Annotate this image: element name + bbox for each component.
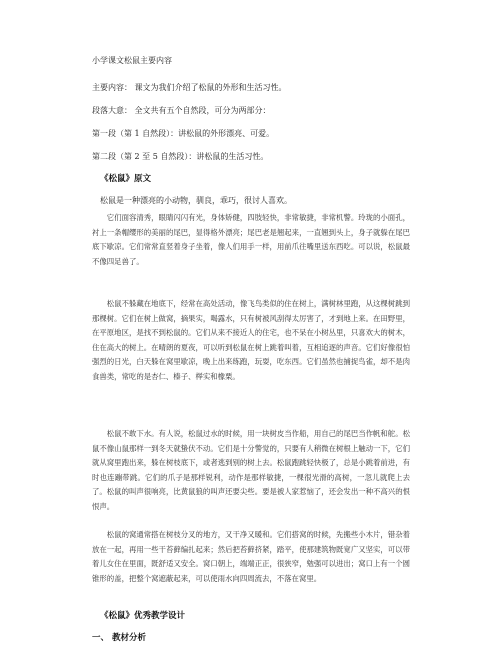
paragraph-1: 它们面容清秀，眼睛闪闪有光，身体矫健，四肢轻快，非常敏捷，非常机警。玲珑的小面孔，衬上一条帽缨形的美丽的尾巴，显得格外漂亮；尾巴老是翘起来，一直翘到头上，身子就躲在尾巴底下歇凉。它们常常直竖着身子坐着，像人们用手一样，用前爪往嘴里送东西吃。可以说，松鼠最不像四足兽了。 [92,213,410,266]
document-title: 小学课文松鼠主要内容 [92,56,172,65]
main-content-line: 主要内容： 课文为我们介绍了松鼠的外形和生活习性。 [92,83,287,92]
paragraph-2: 松鼠不躲藏在地底下，经常在高处活动，像飞鸟类似的住在树上，满树林里跑，从这棵树跳到那棵树。它们在树上做窝，摘果实，喝露水，只有树被风刮得太厉害了，才到地上来。在田野里，在平原地区，是找不到松鼠的。它们从来不接近人的住宅，也不呆在小树丛里，只喜欢大的树木，住在高大的树上。在晴朗的夏夜，可以听到松鼠在树上跳着叫着，互相追逐的声音。它们好像很怕强烈的日光，白天躲在窝里歇凉，晚上出来练跑，玩耍，吃东西。它们虽然也捕捉鸟雀，却不是肉食兽类，常吃的是杏仁、榛子、榉实和橡栗。 [92,299,410,381]
teaching-design-heading: 《松鼠》优秀教学设计 [100,611,186,621]
part2-line: 第二段（第 2 至 5 自然段）：讲松鼠的生活习性。 [92,152,269,161]
part1-line: 第一段（第 1 自然段）：讲松鼠的外形漂亮、可爱。 [92,129,275,138]
original-text-heading: 《松鼠》原文 [100,174,152,184]
paragraph-3: 松鼠不敢下水。有人说，松鼠过水的时候，用一块树皮当作船，用自己的尾巴当作帆和舵。松鼠不像山鼠那样一到冬天就蛰伏不动。它们是十分警觉的，只要有人稍微在树根上触动一下，它们就从窝里跑出来，躲在树枝底下，或者逃到别的树上去。松鼠跑跳轻快极了，总是小跳着前进，有时也连蹦带跳。它们的爪子是那样锐利，动作是那样敏捷，一棵很光滑的高树，一忽儿就爬上去了。松鼠的叫声很响亮，比黄鼠狼的叫声还要尖些。要是被人家惹恼了，还会发出一种不高兴的恨恨声。 [92,429,410,511]
section-1-heading: 一、 教材分析 [92,633,146,643]
section-summary-line: 段落大意： 全文共有五个自然段，可分为两部分： [92,106,271,115]
paragraph-4: 松鼠的窝通常搭在树枝分叉的地方，又干净又暖和。它们搭窝的时候，先搬些小木片，错杂着放在一起，再用一些干苔藓编扎起来；然后把苔藓挤紧，踏平，使那建筑物既宽广又坚实，可以带着儿女住在里面，既舒适又安全。窝口朝上，端端正正，很狭窄，勉强可以进出；窝口上有一个圆锥形的盖，把整个窝遮蔽起来，可以使雨水向四周流去，不落在窝里。 [92,530,410,583]
intro-line: 松鼠是一种漂亮的小动物，驯良，乖巧，很讨人喜欢。 [100,196,292,205]
